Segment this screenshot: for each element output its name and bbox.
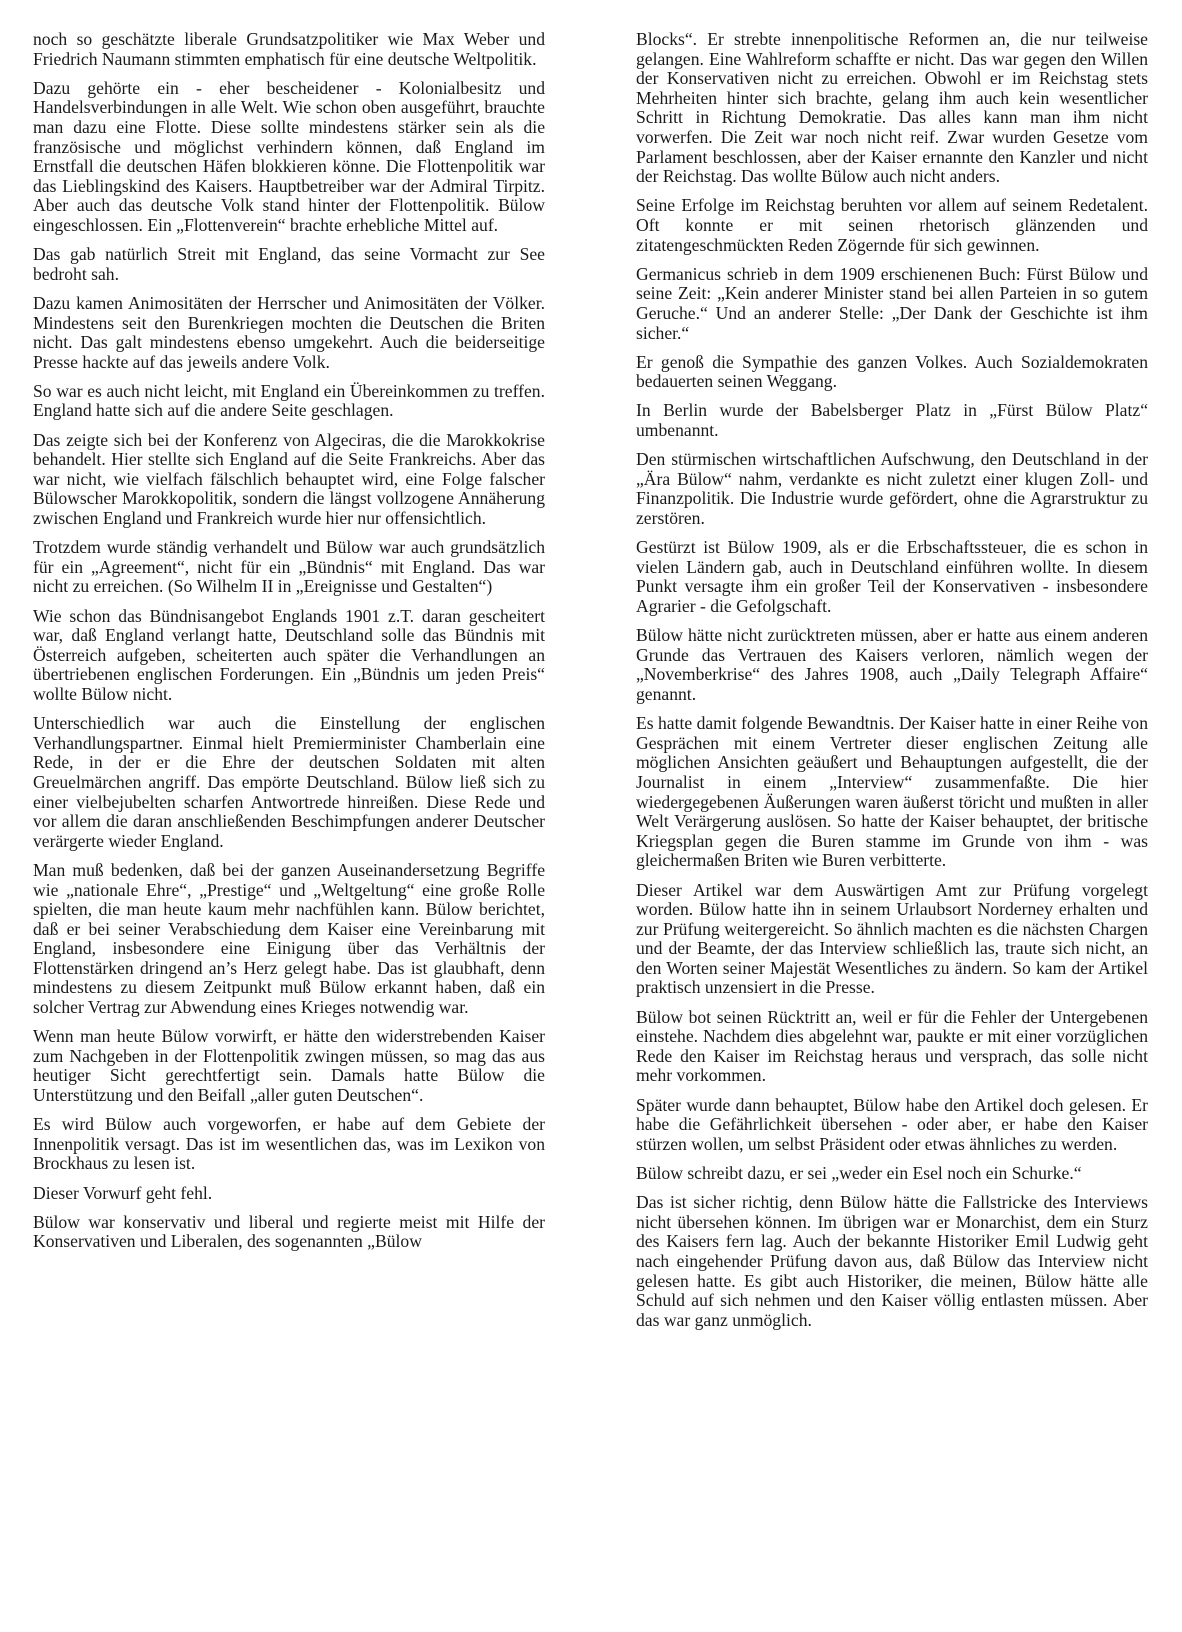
- paragraph: Trotzdem wurde ständig verhandelt und Bülow war auch grundsätzlich für ein „Agreement“, nicht für ein „Bündnis“ mit England. Das war nicht zu erreichen. (So Wilhelm II in „Ereignisse und Gestalten“): [33, 537, 545, 597]
- paragraph: Wie schon das Bündnisangebot Englands 1901 z.T. daran gescheitert war, daß England verlangt hatte, Deutschland solle das Bündnis mit Österreich aufgeben, scheiterten auch später die Verhandlungen an übertriebenen englischen Forderungen. Ein „Bündnis um jeden Preis“ wollte Bülow nicht.: [33, 605, 545, 704]
- paragraph: Den stürmischen wirtschaftlichen Aufschwung, den Deutschland in der „Ära Bülow“ nahm, verdankte es nicht zuletzt einer klugen Zoll- und Finanzpolitik. Die Industrie wurde gefördert, ohne die Agrarstruktur zu zerstören.: [636, 449, 1148, 529]
- paragraph: Bülow hätte nicht zurücktreten müssen, aber er hatte aus einem anderen Grunde das Vertrauen des Kaisers verloren, nämlich wegen der „Novemberkrise“ des Jahres 1908, auch „Daily Telegraph Affaire“ genannt.: [636, 625, 1148, 704]
- paragraph: Dieser Vorwurf geht fehl.: [33, 1182, 213, 1203]
- paragraph: Blocks“. Er strebte innenpolitische Reformen an, die nur teilweise gelangen. Eine Wahlreform schaffte er nicht. Das war gegen den Willen der Konservativen nicht zu erreichen. Obwohl er im Reichstag stets Mehrheiten hinter sich brachte, gelang ihm auch kein wesentlicher Schritt in Richtung Demokratie. Das alles kann man ihm nicht vorwerfen. Die Zeit war noch nicht reif. Zwar wurden Gesetze vom Parlament beschlossen, aber der Kaiser ernannte den Kanzler und nicht der Reichstag. Das wollte Bülow auch nicht anders.: [636, 29, 1148, 187]
- paragraph: Germanicus schrieb in dem 1909 erschienenen Buch: Fürst Bülow und seine Zeit: „Kein anderer Minister stand bei allen Parteien in so gutem Geruche.“ Und an anderer Stelle: „Der Dank der Geschichte ist ihm sicher.“: [636, 263, 1148, 343]
- left-column: [33, 30, 545, 1252]
- paragraph: Bülow bot seinen Rücktritt an, weil er für die Fehler der Untergebenen einstehe. Nachdem dies abgelehnt war, paukte er mit einer vorzüglichen Rede den Kaiser im Reichstag heraus und versprach, das solle nicht mehr vorkommen.: [636, 1006, 1148, 1086]
- paragraph: Dazu gehörte ein - eher bescheidener - Kolonialbesitz und Handelsverbindungen in alle Welt. Wie schon oben ausgeführt, brauchte man dazu eine Flotte. Diese sollte mindestens stärker sein als die französische und möglichst verhindern können, daß England im Ernstfall die deutschen Häfen blokkieren könne. Die Flottenpolitik war das Lieblingskind des Kaisers. Hauptbetreiber war der Admiral Tirpitz. Aber auch das deutsche Volk stand hinter der Flottenpolitik. Bülow eingeschlossen. Ein „Flottenverein“ brachte erhebliche Mittel auf.: [33, 77, 545, 235]
- paragraph: Unterschiedlich war auch die Einstellung der englischen Verhandlungspartner. Einmal hielt Premierminister Chamberlain eine Rede, in der er die Ehre der deutschen Soldaten mit alten Greuelmärchen angriff. Das empörte Deutschland. Bülow ließ sich zu einer vielbejubelten scharfen Antwortrede hinreißen. Diese Rede und vor allem die daran anschließenden Beschimpfungen anderer Deutscher verärgerte wieder England.: [33, 713, 545, 851]
- paragraph: Er genoß die Sympathie des ganzen Volkes. Auch Sozialdemokraten bedauerten seinen Weggang.: [636, 351, 1148, 392]
- paragraph: Man muß bedenken, daß bei der ganzen Auseinandersetzung Begriffe wie „nationale Ehre“, „Prestige“ und „Weltgeltung“ eine große Rolle spielten, die man heute kaum mehr nachfühlen kann. Bülow berichtet, daß er bei seiner Verabschiedung dem Kaiser eine Vereinbarung mit England, insbesondere eine Einigung über das Verhältnis der Flottenstärken dringend an’s Herz gelegt habe. Das ist glaubhaft, denn mindestens zu diesem Zeitpunkt muß Bülow erkannt haben, daß ein solcher Vertrag zur Abwendung eines Krieges notwendig war.: [33, 859, 545, 1018]
- paragraph: noch so geschätzte liberale Grundsatzpolitiker wie Max Weber und Friedrich Naumann stimmten emphatisch für eine deutsche Weltpolitik.: [33, 29, 545, 69]
- right-column: [636, 30, 1148, 1330]
- paragraph: Wenn man heute Bülow vorwirft, er hätte den widerstrebenden Kaiser zum Nachgeben in der Flottenpolitik zwingen müssen, so mag das aus heutiger Sicht gerechtfertigt sein. Damals hatte Bülow die Unterstützung und den Beifall „aller guten Deutschen“.: [33, 1026, 545, 1106]
- paragraph: Seine Erfolge im Reichstag beruhten vor allem auf seinem Redetalent. Oft konnte er mit seinen rhetorisch glänzenden und zitatengeschmückten Reden Zögernde für sich gewinnen.: [636, 195, 1148, 255]
- paragraph: Später wurde dann behauptet, Bülow habe den Artikel doch gelesen. Er habe die Gefährlichkeit übersehen - oder aber, er habe den Kaiser stürzen wollen, um selbst Präsident oder etwas ähnliches zu werden.: [636, 1094, 1148, 1154]
- paragraph: Das ist sicher richtig, denn Bülow hätte die Fallstricke des Interviews nicht übersehen können. Im übrigen war er Monarchist, dem ein Sturz des Kaisers fern lag. Auch der bekannte Historiker Emil Ludwig geht nach eingehender Prüfung davon aus, daß Bülow das Interview nicht gelesen hatte. Es gibt auch Historiker, die meinen, Bülow hätte alle Schuld auf sich nehmen und den Kaiser völlig entlasten müssen. Aber das war ganz unmöglich.: [636, 1192, 1148, 1330]
- paragraph: Dieser Artikel war dem Auswärtigen Amt zur Prüfung vorgelegt worden. Bülow hatte ihn in seinem Urlaubsort Norderney erhalten und zur Prüfung weitergereicht. So ähnlich machten es die nächsten Chargen und der Beamte, der das Interview schließlich las, traute sich nicht, an den Worten seiner Majestät Wesentliches zu ändern. So kam der Artikel praktisch unzensiert in die Presse.: [636, 879, 1148, 998]
- paragraph: Bülow schreibt dazu, er sei „weder ein Esel noch ein Schurke.“: [636, 1163, 1082, 1183]
- paragraph: Das zeigte sich bei der Konferenz von Algeciras, die die Marokkokrise behandelt. Hier stellte sich England auf die Seite Frankreichs. Aber das war nicht, wie vielfach fälschlich behauptet wird, eine Folge falscher Bülowscher Marokkopolitik, sondern die längst vollzogene Annäherung zwischen England und Frankreich wurde hier nur offensichtlich.: [33, 429, 545, 529]
- paragraph: Gestürzt ist Bülow 1909, als er die Erbschaftssteuer, die es schon in vielen Ländern gab, auch in Deutschland einführen wollte. In diesem Punkt versagte ihm ein großer Teil der Konservativen - insbesondere Agrarier - die Gefolgschaft.: [636, 537, 1148, 616]
- paragraph: So war es auch nicht leicht, mit England ein Übereinkommen zu treffen. England hatte sich auf die andere Seite geschlagen.: [33, 380, 545, 421]
- paragraph: Bülow war konservativ und liberal und regierte meist mit Hilfe der Konservativen und Liberalen, des sogenannten „Bülow: [33, 1211, 545, 1252]
- paragraph: Es wird Bülow auch vorgeworfen, er habe auf dem Gebiete der Innenpolitik versagt. Das ist im wesentlichen das, was im Lexikon von Brockhaus zu lesen ist.: [33, 1114, 545, 1174]
- paragraph: Das gab natürlich Streit mit England, das seine Vormacht zur See bedroht sah.: [33, 244, 545, 284]
- paragraph: Dazu kamen Animositäten der Herrscher und Animositäten der Völker. Mindestens seit den Burenkriegen mochten die Deutschen die Briten nicht. Das galt mindestens ebenso umgekehrt. Auch die beiderseitige Presse hackte auf das jeweils andere Volk.: [33, 292, 545, 372]
- paragraph: In Berlin wurde der Babelsberger Platz in „Fürst Bülow Platz“ umbenannt.: [636, 400, 1148, 441]
- paragraph: Es hatte damit folgende Bewandtnis. Der Kaiser hatte in einer Reihe von Gesprächen mit einem Vertreter dieser englischen Zeitung alle möglichen Ansichten geäußert und Behauptungen aufgestellt, die der Journalist in einem „Interview“ zusammenfaßte. Die hier wiedergegebenen Äußerungen waren äußerst töricht und mußten in aller Welt Verärgerung auslösen. So hatte der Kaiser behauptet, der britische Kriegsplan gegen die Buren stamme im Grunde von ihm - was gleichermaßen Briten wie Buren verbitterte.: [636, 713, 1149, 871]
